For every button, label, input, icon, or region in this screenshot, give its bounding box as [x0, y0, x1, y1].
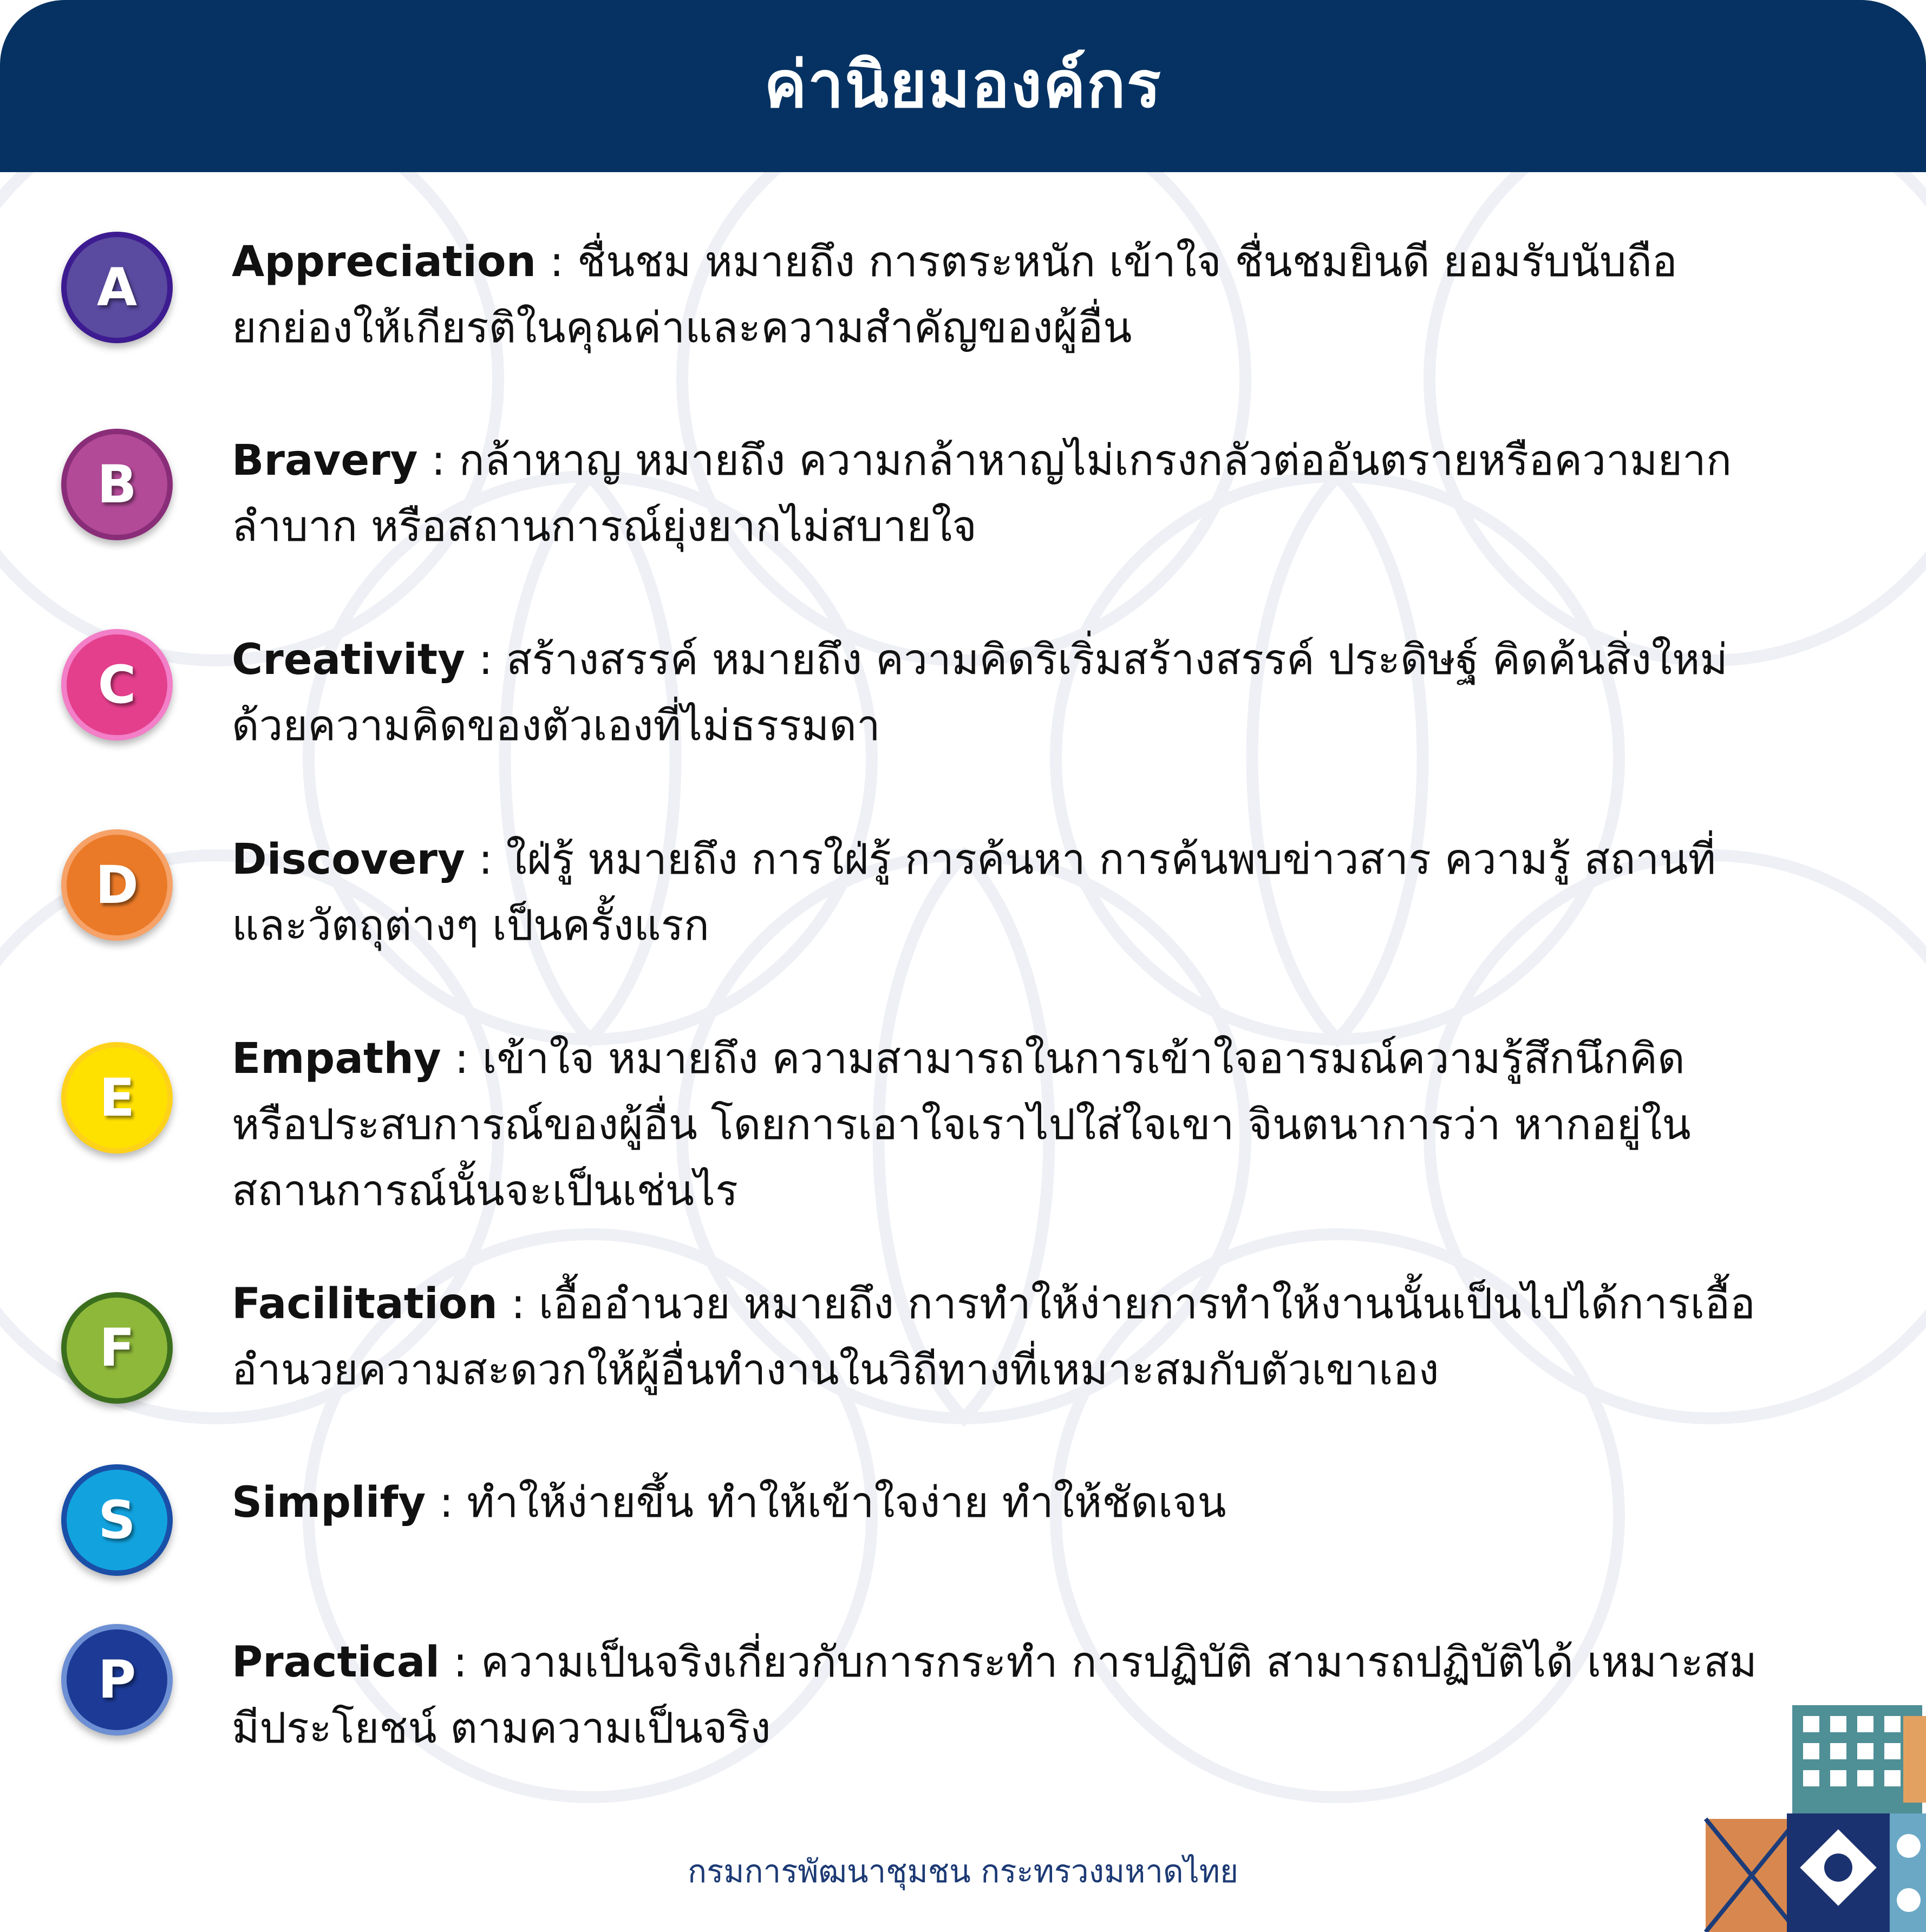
- badge-p: [61, 1624, 173, 1735]
- badge-letter: B: [97, 454, 137, 515]
- value-description-e: [232, 1026, 1883, 1224]
- value-term: Discovery: [232, 835, 465, 884]
- value-separator: :: [536, 238, 578, 286]
- badge-letter: F: [99, 1318, 135, 1378]
- value-definition: เข้าใจ หมายถึง ความสามารถในการเข้าใจอารมณ์ความรู้สึกนึกคิด หรือประสบการณ์ของผู้อื่น โดยการเอาใจเราไปใส่ใจเขา จินตนาการว่า หากอยู่ใน สถานการณ์นั้นจะเป็นเช่นไร: [232, 1034, 1691, 1215]
- value-term: Empathy: [232, 1034, 441, 1083]
- badge-a: [61, 232, 173, 343]
- badge-d: [61, 829, 173, 941]
- value-definition: ทำให้ง่ายขึ้น ทำให้เข้าใจง่าย ทำให้ชัดเจน: [467, 1478, 1226, 1527]
- value-description-p: [232, 1629, 1883, 1761]
- value-definition: กล้าหาญ หมายถึง ความกล้าหาญไม่เกรงกลัวต่ออันตรายหรือความยาก ลำบาก หรือสถานการณ์ยุ่งยากไม่สบายใจ: [232, 436, 1732, 551]
- value-separator: :: [465, 636, 506, 684]
- value-description-d: [232, 827, 1883, 959]
- value-definition: สร้างสรรค์ หมายถึง ความคิดริเริ่มสร้างสรรค์ ประดิษฐ์ คิดค้นสิ่งใหม่ ด้วยความคิดของตัวเองที่ไม่ธรรมดา: [232, 636, 1728, 750]
- value-separator: :: [426, 1478, 467, 1527]
- value-separator: :: [465, 835, 506, 884]
- value-term: Simplify: [232, 1478, 426, 1527]
- page-title: ค่านิยมองค์กร: [763, 47, 1163, 122]
- badge-e: [61, 1042, 173, 1154]
- badge-letter: D: [95, 855, 139, 915]
- value-term: Creativity: [232, 636, 465, 684]
- badge-letter: A: [96, 257, 138, 318]
- badge-c: [61, 629, 173, 741]
- badge-letter: E: [99, 1067, 135, 1128]
- badge-letter: P: [97, 1649, 136, 1710]
- value-definition: ชื่นชม หมายถึง การตระหนัก เข้าใจ ชื่นชมยินดี ยอมรับนับถือ ยกย่องให้เกียรติในคุณค่าและความสำคัญของผู้อื่น: [232, 238, 1677, 352]
- value-description-f: [232, 1271, 1883, 1403]
- value-definition: ใฝ่รู้ หมายถึง การใฝ่รู้ การค้นหา การค้นพบข่าวสาร ความรู้ สถานที่ และวัตถุต่างๆ เป็นครั้งแรก: [232, 835, 1716, 950]
- value-definition: เอื้ออำนวย หมายถึง การทำให้ง่ายการทำให้งานนั้นเป็นไปได้การเอื้อ อำนวยความสะดวกให้ผู้อื่นทำงานในวิถีทางที่เหมาะสมกับตัวเขาเอง: [232, 1280, 1755, 1394]
- thai-tile-pattern-icon: [1695, 1705, 1926, 1932]
- badge-b: [61, 429, 173, 540]
- value-description-b: [232, 428, 1883, 560]
- value-description-c: [232, 627, 1883, 759]
- value-term: Bravery: [232, 436, 418, 485]
- header-banner: [0, 0, 1926, 172]
- value-term: Facilitation: [232, 1280, 498, 1328]
- value-term: Appreciation: [232, 238, 537, 286]
- value-description-a: [232, 229, 1883, 361]
- badge-letter: C: [97, 654, 136, 715]
- value-separator: :: [497, 1280, 539, 1328]
- value-separator: :: [440, 1638, 481, 1687]
- value-definition: ความเป็นจริงเกี่ยวกับการกระทำ การปฏิบัติ สามารถปฏิบัติได้ เหมาะสม มีประโยชน์ ตามความเป็นจริง: [232, 1638, 1757, 1753]
- value-term: Practical: [232, 1638, 440, 1687]
- badge-letter: S: [98, 1490, 136, 1550]
- badge-f: [61, 1292, 173, 1404]
- value-separator: :: [417, 436, 459, 485]
- value-separator: :: [441, 1034, 482, 1083]
- value-description-s: [232, 1470, 1883, 1536]
- badge-s: [61, 1464, 173, 1576]
- footer-organization: กรมการพัฒนาชุมชน กระทรวงมหาดไทย: [687, 1853, 1238, 1890]
